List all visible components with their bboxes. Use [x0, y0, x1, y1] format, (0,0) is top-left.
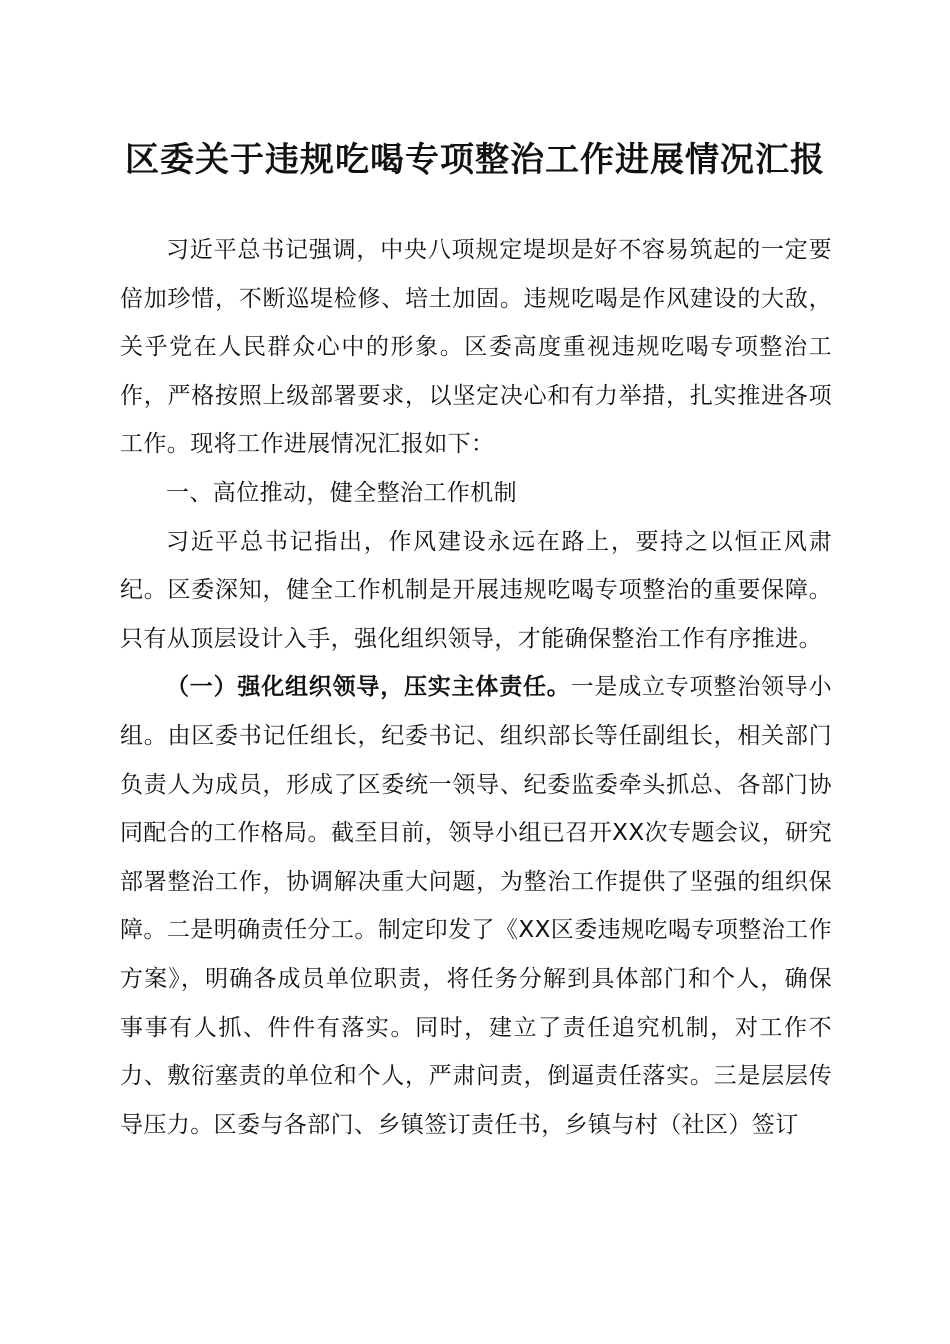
document-body: [120, 226, 832, 1149]
intro-paragraph: 习近平总书记强调，中央八项规定堤坝是好不容易筑起的一定要倍加珍惜，不断巡堤检修、培土加固。违规吃喝是作风建设的大敌，关乎党在人民群众心中的形象。区委高度重视违规吃喝专项整治工作，严格按照上级部署要求，以坚定决心和有力举措，扎实推进各项工作。现将工作进展情况汇报如下：: [120, 237, 832, 458]
section-heading-1: 一、高位推动，健全整治工作机制: [166, 479, 517, 506]
subsection-1-body: 一是成立专项整治领导小组。由区委书记任组长，纪委书记、组织部长等任副组长，相关部门负责人为成员，形成了区委统一领导、纪委监委牵头抓总、各部门协同配合的工作格局。截至目前，领导小组已召开XX次专题会议，研究部署整治工作，协调解决重大问题，为整治工作提供了坚强的组织保障。二是明确责任分工。制定印发了《XX区委违规吃喝专项整治工作方案》，明确各成员单位职责，将任务分解到具体部门和个人，确保事事有人抓、件件有落实。同时，建立了责任追究机制，对工作不力、敷衍塞责的单位和个人，严肃问责，倒逼责任落实。三是层层传导压力。区委与各部门、乡镇签订责任书，乡镇与村（社区）签订: [120, 674, 832, 1138]
subsection-heading-1: （一）强化组织领导，压实主体责任。: [166, 674, 571, 701]
subsection-1-paragraph: [120, 663, 832, 1149]
section-1-lead-paragraph: 习近平总书记指出，作风建设永远在路上，要持之以恒正风肃纪。区委深知，健全工作机制是开展违规吃喝专项整治的重要保障。只有从顶层设计入手，强化组织领导，才能确保整治工作有序推进。: [120, 528, 832, 652]
document-title: 区委关于违规吃喝专项整治工作进展情况汇报: [125, 140, 825, 180]
